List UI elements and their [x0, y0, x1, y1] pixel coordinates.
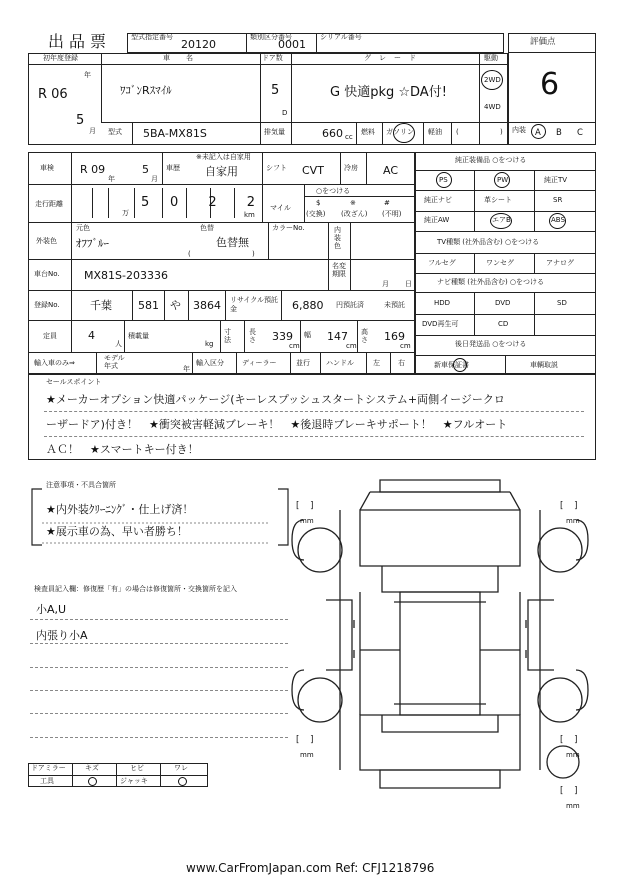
legend-scratch: キズ [85, 764, 99, 772]
load-label: 積載量 [128, 332, 149, 340]
nav-dvd-play: DVD再生可 [422, 320, 459, 328]
capacity-label: 定員 [43, 332, 57, 340]
mileage-km: km [244, 211, 255, 219]
mile-unknown: (不明) [382, 210, 402, 218]
tv-fullseg: フルセグ [428, 259, 456, 267]
notes-line-2: ★展示車の為、早い者勝ち！ [46, 525, 188, 538]
equip-abs: ABS [551, 216, 565, 224]
inspection-value: R 09 [80, 163, 106, 176]
handle-label: ハンドル [326, 359, 354, 367]
interior-color-label: 内装色 [334, 226, 341, 250]
equip-pw: PW [497, 176, 509, 184]
sales-line-3: ＡＣ！ ★スマートキー付き！ [46, 443, 199, 456]
length-value: 339 [272, 330, 293, 343]
nav-cd: CD [498, 320, 509, 328]
legend-tools-circle [88, 777, 97, 786]
model-year-label: モデル年式 [104, 354, 125, 370]
model-no-label: 型式指定番号 [131, 33, 173, 41]
equip-ps: PS [439, 176, 448, 184]
first-reg-label: 初年度登録 [43, 54, 78, 62]
mileage-circle-hint: ○をつける [316, 187, 351, 195]
tire-fr-mm: mm [566, 517, 580, 525]
fuel-gasoline-circle [393, 123, 415, 143]
width-cm: cm [346, 342, 357, 350]
capacity-value: 4 [88, 329, 95, 342]
type-value: 5BA-MX81S [143, 127, 207, 140]
repainted-value: 色替無 [216, 236, 249, 249]
tire-spare-bracket: [ ] [560, 786, 578, 796]
interior-a-circle [531, 124, 546, 139]
equip-pw-circle [494, 172, 510, 188]
import-label: 輸入車のみ⇒ [34, 359, 75, 367]
reg-label: 登録No. [34, 301, 60, 309]
sheet-title: 出品票 [48, 32, 112, 51]
equip-airbag: エアB [492, 216, 511, 224]
score-label: 評価点 [530, 37, 556, 47]
inspection-label: 車検 [40, 164, 54, 172]
load-unit: kg [205, 340, 214, 348]
height-value: 169 [384, 330, 405, 343]
inspection-year-unit: 年 [108, 175, 115, 183]
drive-4wd: 4WD [484, 103, 501, 111]
first-reg-month: 5 [76, 113, 85, 128]
drive-2wd-circle [481, 70, 503, 90]
chassis-label: 車台No. [34, 270, 60, 278]
tire-rl-bracket: [ ] [296, 735, 314, 745]
usage-label: 車歴 [166, 164, 180, 172]
tv-title: TV種類 (社外品含む) ○をつける [437, 238, 540, 246]
tire-fr-bracket: [ ] [560, 501, 578, 511]
legend-tools: 工具 [40, 777, 54, 785]
displacement-cc: cc [345, 133, 353, 141]
chassis-value: MX81S-203336 [84, 269, 168, 282]
equip-aw: 純正AW [424, 216, 450, 224]
equip-navi: 純正ナビ [424, 196, 452, 204]
car-name-value: ﾜｺﾞﾝRｽﾏｲﾙ [120, 84, 172, 97]
reg-kana: や [170, 299, 181, 312]
equip-tv: 純正TV [544, 176, 568, 184]
serial-label: シリアル番号 [320, 33, 362, 41]
notes-bracket [30, 487, 290, 547]
mile-label: マイル [270, 204, 291, 212]
inspector-label: 検査員記入欄：修復歴「有」の場合は修復箇所・交換箇所を記入 [34, 585, 237, 593]
type-label: 型式 [108, 128, 122, 136]
nav-hdd: HDD [434, 299, 451, 307]
reg-class: 581 [138, 299, 159, 312]
mile-dollar: $ [316, 199, 321, 207]
usage-note: ※未記入は自家用 [196, 153, 251, 161]
reg-num: 3864 [193, 299, 221, 312]
height-label: 高さ [361, 328, 368, 344]
grade-value: G 快適pkg ☆DA付! [330, 85, 447, 100]
length-cm: cm [289, 342, 300, 350]
first-reg-year-unit: 年 [84, 71, 91, 79]
first-reg-month-unit: 月 [89, 127, 96, 135]
interior-label: 内装 [512, 126, 526, 134]
legend-jack-circle [178, 777, 187, 786]
capacity-unit: 人 [115, 340, 122, 348]
dims-label: 寸法 [224, 328, 231, 344]
equipment-title: 純正装備品 ○をつける [455, 156, 527, 164]
docs-title: 後日発送品 ○をつける [455, 340, 527, 348]
handle-right: 右 [398, 359, 405, 367]
tire-spare-mm: mm [566, 802, 580, 810]
width-label: 幅 [304, 331, 311, 339]
nav-title: ナビ種類 (社外品含む) ○をつける [437, 278, 545, 286]
handle-left: 左 [373, 359, 380, 367]
recycle-value: 6,880 [292, 299, 324, 312]
equip-abs-circle [549, 213, 566, 229]
shift-value: CVT [302, 164, 324, 177]
recycle-no: 未預託 [384, 301, 405, 309]
mileage-man-value: 5 [141, 195, 150, 210]
interior-a: A [535, 128, 541, 138]
mileage-man-unit: 万 [122, 209, 129, 217]
tv-oneseg: ワンセグ [486, 259, 514, 267]
fuel-gasoline: ガソリン [386, 128, 414, 136]
model-no-value: 20120 [181, 38, 216, 51]
footer-watermark: www.CarFromJapan.com Ref: CFJ1218796 [186, 861, 435, 875]
docs-manual: 車輌取説 [530, 361, 558, 369]
legend-jack: ジャッキ [120, 777, 148, 785]
tire-rl-mm: mm [300, 751, 314, 759]
drive-2wd: 2WD [484, 76, 501, 84]
ac-label: 冷房 [344, 164, 358, 172]
import-parallel: 並行 [296, 359, 310, 367]
import-dealer: ディーラー [242, 359, 277, 367]
legend-crack: ヒビ [130, 764, 144, 772]
mile-exchanged: (交換) [306, 210, 326, 218]
class-no-value: 0001 [278, 38, 306, 51]
interior-b: B [556, 128, 562, 138]
equip-leather: 革シート [484, 196, 512, 204]
car-name-label: 車名 [163, 54, 209, 62]
usage-value: 自家用 [205, 165, 238, 178]
legend-mirror: ドアミラー [31, 764, 66, 772]
grade-label: グレード [364, 54, 424, 62]
class-no-label: 類別区分番号 [250, 33, 292, 41]
nav-sd: SD [557, 299, 567, 307]
sales-label: セールスポイント [46, 378, 102, 386]
nav-dvd: DVD [495, 299, 511, 307]
tv-analog: アナログ [546, 259, 574, 267]
tire-fl-mm: mm [300, 517, 314, 525]
recycle-unit: 円預託済 [336, 301, 364, 309]
mileage-rest-value: 0 2 2 [170, 195, 269, 210]
interior-c: C [577, 128, 583, 138]
equip-airbag-circle [490, 213, 512, 229]
import-type-label: 輸入区分 [196, 359, 224, 367]
docs-warranty-circle [453, 358, 467, 372]
mileage-label: 走行距離 [35, 200, 63, 208]
name-change-month: 月 [382, 280, 389, 288]
width-value: 147 [327, 330, 348, 343]
doors-label: ドア数 [262, 54, 283, 62]
spare-tire-icon [543, 742, 583, 782]
sales-line-2: ーザードア)付き！ ★衝突被害軽減ブレーキ！ ★後退時ブレーキサポート！ ★フルオート [46, 418, 508, 431]
doors-value: 5 [271, 83, 280, 98]
mile-unknown-sym: # [384, 199, 390, 207]
legend-break: ワレ [174, 764, 188, 772]
inspector-line-1: 小A,U [36, 603, 67, 616]
score-value: 6 [540, 67, 560, 102]
doors-d: D [282, 109, 288, 117]
first-reg-era: R 06 [38, 87, 68, 102]
inspector-line-2: 内張り小A [36, 629, 88, 642]
name-change-label: 名変期限 [332, 262, 346, 278]
mile-tampered: (改ざん) [341, 210, 368, 218]
tire-rr-mm: mm [566, 751, 580, 759]
equip-ps-circle [436, 172, 452, 188]
repaint-label: 色替 [200, 224, 214, 232]
orig-color-value: ｵﾌﾌﾞﾙｰ [76, 237, 109, 250]
displacement-label: 排気量 [264, 128, 285, 136]
displacement-value: 660 [322, 127, 343, 140]
height-cm: cm [400, 342, 411, 350]
fuel-label: 燃料 [361, 128, 375, 136]
equip-sr: SR [553, 196, 563, 204]
inspection-month-unit: 月 [151, 175, 158, 183]
recycle-label: リサイクル預託金 [230, 296, 279, 313]
inspection-month: 5 [142, 163, 149, 176]
drive-label: 駆動 [484, 54, 498, 62]
model-year-unit: 年 [183, 365, 190, 373]
tire-fl-bracket: [ ] [296, 501, 314, 511]
color-code-label: カラーNo. [272, 224, 305, 232]
length-label: 長さ [249, 328, 256, 344]
docs-warranty: 新車保証書 [434, 361, 469, 369]
notes-line-1: ★内外装ｸﾘｰﾆﾝｸﾞ・仕上げ済！ [46, 503, 194, 516]
orig-color-label: 元色 [76, 224, 90, 232]
mile-exchanged-sym: ※ [350, 199, 356, 207]
sales-line-1: ★メーカーオプション快適パッケージ(キーレスプッシュスタートシステム+両側イージークロ [46, 393, 505, 406]
name-change-day: 日 [405, 280, 412, 288]
ac-value: AC [383, 164, 399, 177]
notes-label: 注意事項・不具合箇所 [46, 481, 116, 489]
tire-rr-bracket: [ ] [560, 735, 578, 745]
fuel-diesel: 軽油 [428, 128, 442, 136]
reg-area: 千葉 [90, 299, 112, 312]
color-label: 外装色 [36, 237, 57, 245]
shift-label: シフト [266, 164, 287, 172]
